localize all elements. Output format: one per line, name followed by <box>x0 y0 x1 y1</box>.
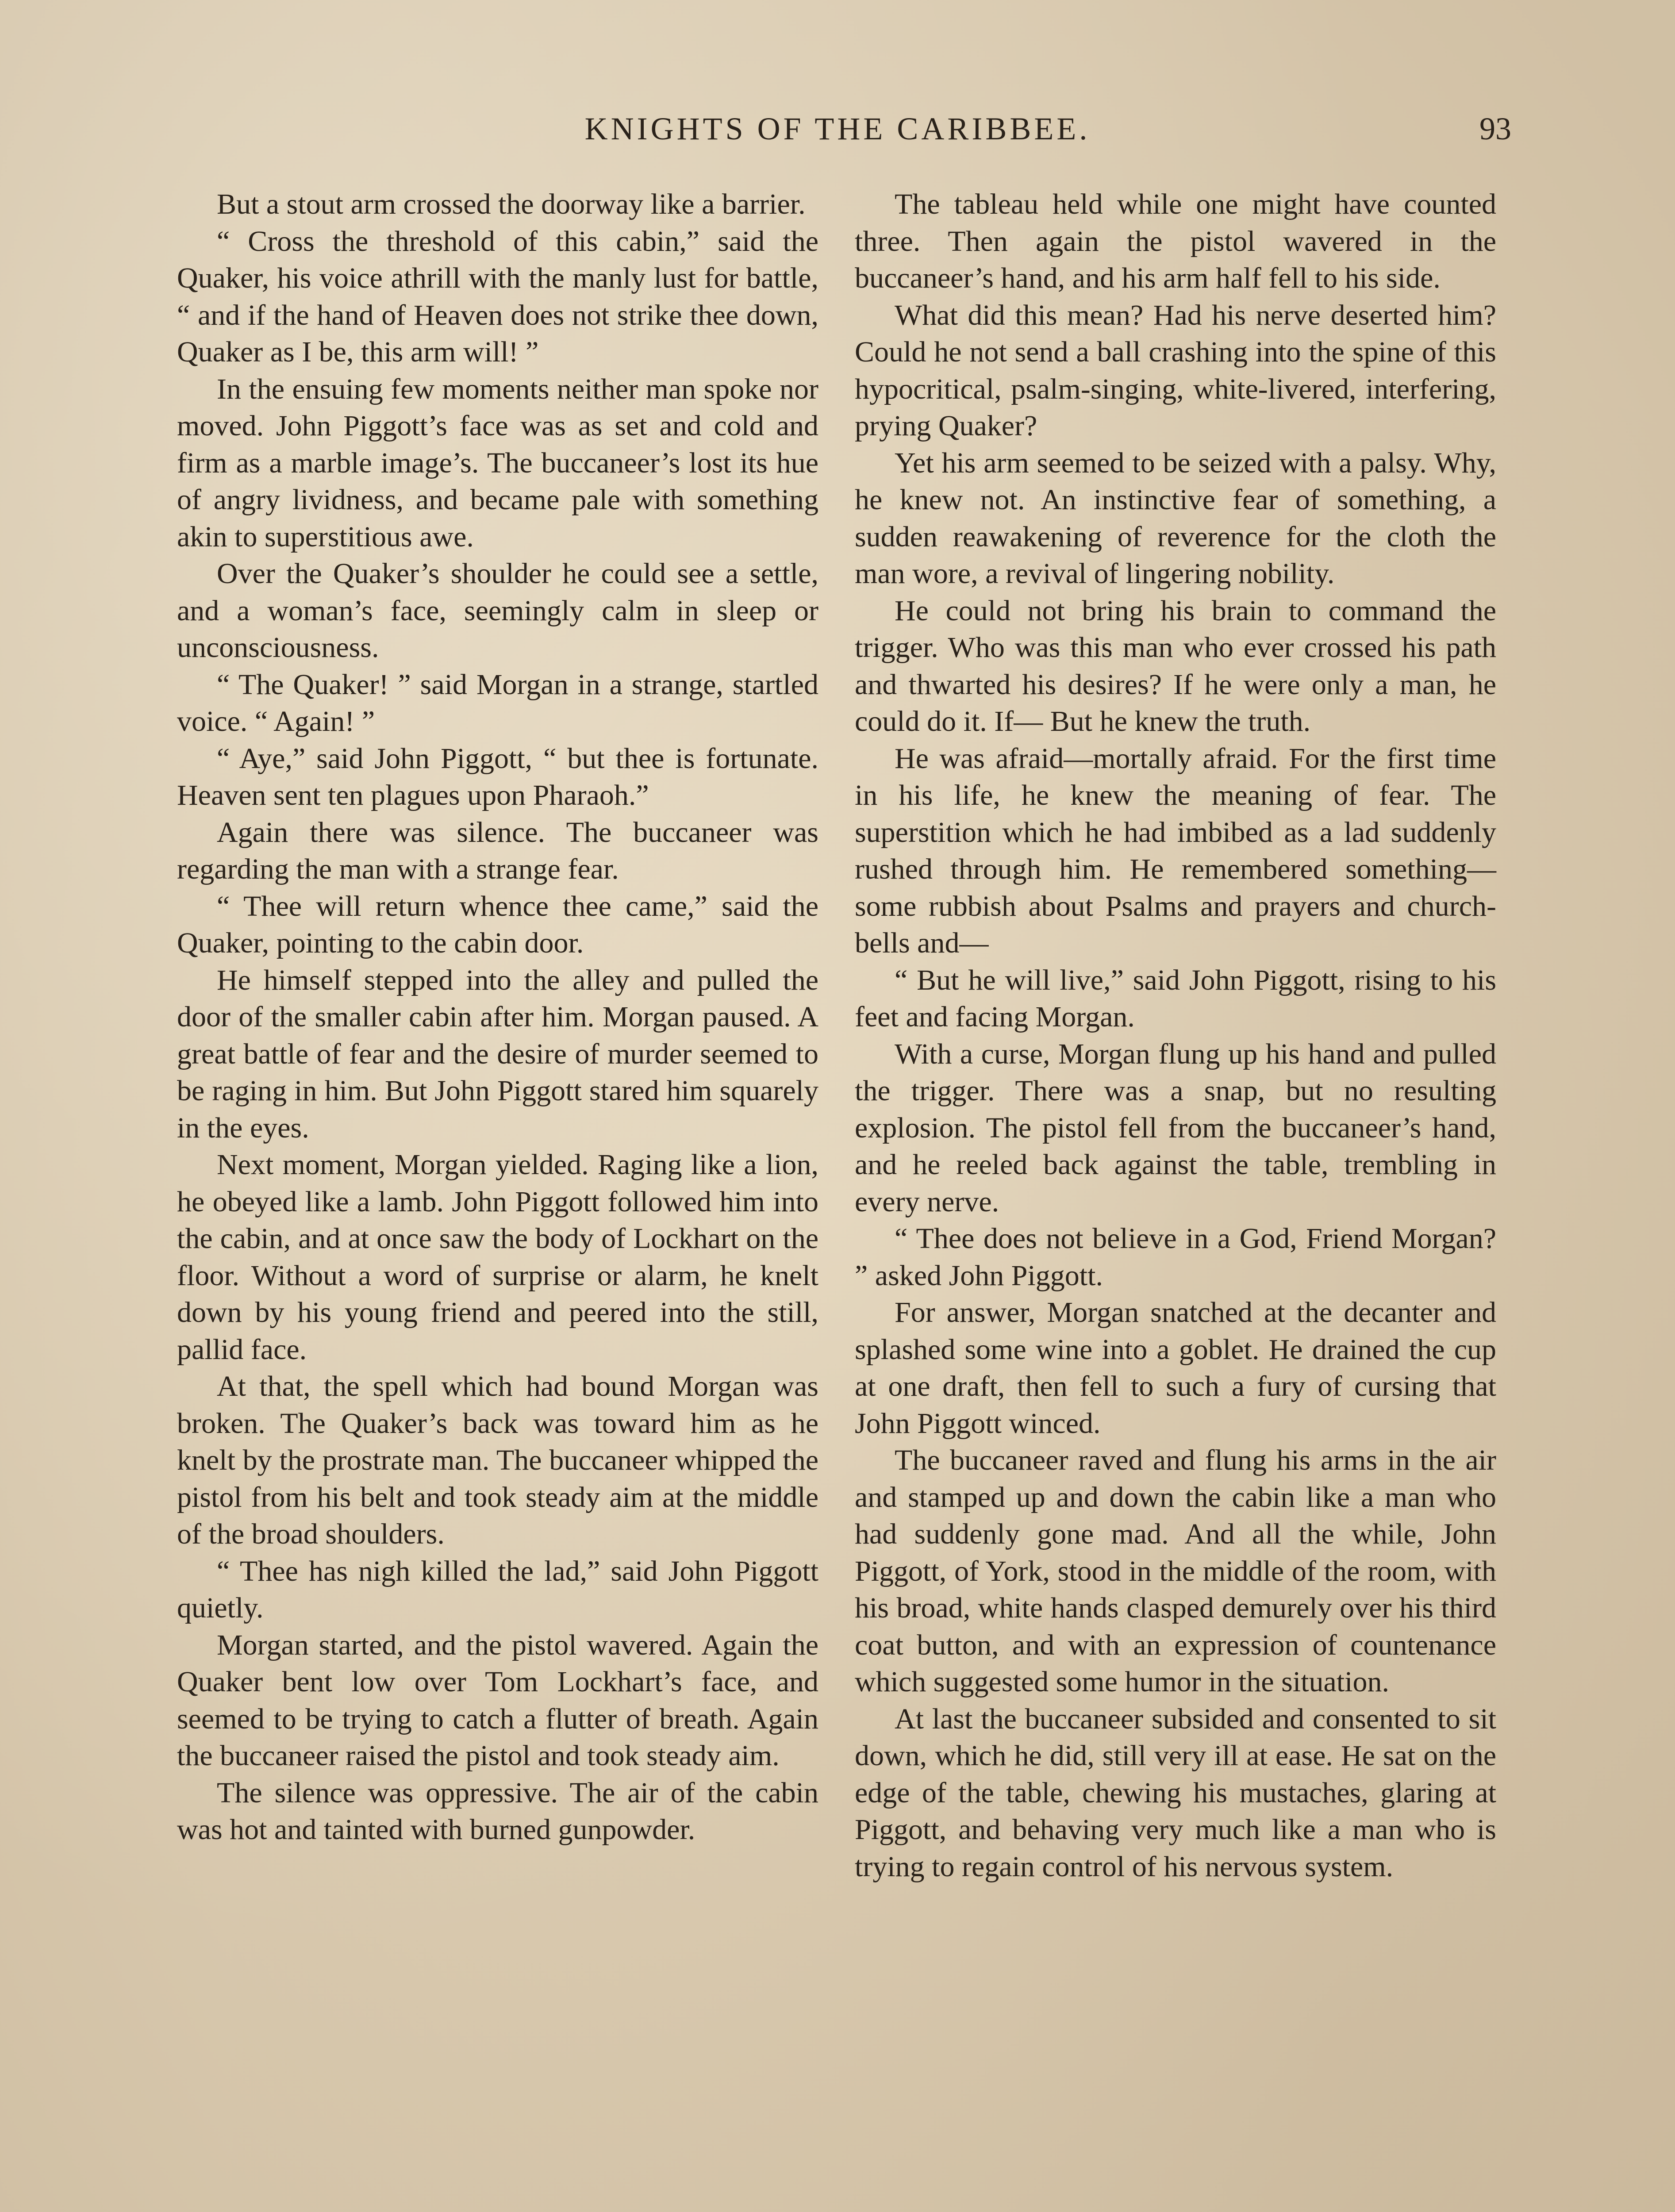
paragraph: Over the Quaker’s shoulder he could see a settle, and a woman’s face, seemingly calm in sleep or unconsciousness. <box>177 557 818 664</box>
left-column <box>177 186 818 1848</box>
paragraph: He was afraid—mortally afraid. For the first time in his life, he knew the meaning of fear. The superstition which he had imbibed as a lad suddenly rushed through him. He remembered something—some rubbish about Psalms and prayers and church-bells and— <box>855 742 1496 959</box>
paragraph: He could not bring his brain to command the trigger. Who was this man who ever crossed his path and thwarted his desires? If he were only a man, he could do it. If— But he knew the truth. <box>855 594 1496 737</box>
paragraph: “ The Quaker! ” said Morgan in a strange, startled voice. “ Again! ” <box>177 668 818 737</box>
paragraph: He himself stepped into the alley and pulled the door of the smaller cabin after him. Morgan paused. A great battle of fear and the desire of murder seemed to be raging in him. But John Piggott stared him squarely in the eyes. <box>177 964 818 1144</box>
running-head: KNIGHTS OF THE CARIBBEE. <box>584 111 1091 146</box>
paragraph: In the ensuing few moments neither man spoke nor moved. John Piggott’s face was as set and cold and firm as a marble image’s. The buccaneer’s lost its hue of angry lividness, and became pale with something akin to superstitious awe. <box>177 373 818 553</box>
paragraph: “ Cross the threshold of this cabin,” said the Quaker, his voice athrill with the manly lust for battle, “ and if the hand of Heaven does not strike thee down, Quaker as I be, this arm will! ” <box>177 225 818 368</box>
paragraph: The tableau held while one might have counted three. Then again the pistol wavered in the buccaneer’s hand, and his arm half fell to his side. <box>855 188 1496 294</box>
paragraph: But a stout arm crossed the doorway like a barrier. <box>217 188 806 220</box>
right-column <box>855 186 1496 1885</box>
paragraph: The silence was oppressive. The air of the cabin was hot and tainted with burned gunpowder. <box>177 1776 818 1846</box>
paragraph: Yet his arm seemed to be seized with a palsy. Why, he knew not. An instinctive fear of something, a sudden reawakening of reverence for the cloth the man wore, a revival of lingering nobility. <box>855 446 1496 590</box>
paragraph: At that, the spell which had bound Morgan was broken. The Quaker’s back was toward him as he knelt by the prostrate man. The buccaneer whipped the pistol from his belt and took steady aim at the middle of the broad shoulders. <box>177 1370 818 1550</box>
paragraph: What did this mean? Had his nerve deserted him? Could he not send a ball crashing into the spine of this hypocritical, psalm-singing, white-livered, interfering, prying Quaker? <box>855 299 1496 442</box>
paragraph: At last the buccaneer subsided and consented to sit down, which he did, still very ill at ease. He sat on the edge of the table, chewing his mustaches, glaring at Piggott, and behaving very much like a man who is trying to regain control of his nervous system. <box>855 1702 1496 1883</box>
paragraph: Next moment, Morgan yielded. Raging like a lion, he obeyed like a lamb. John Piggott followed him into the cabin, and at once saw the body of Lockhart on the floor. Without a word of surprise or alarm, he knelt down by his young friend and peered into the still, pallid face. <box>177 1148 818 1366</box>
page-header <box>168 111 1511 150</box>
paragraph: The buccaneer raved and flung his arms in the air and stamped up and down the cabin like a man who had suddenly gone mad. And all the while, John Piggott, of York, stood in the middle of the room, with his broad, white hands clasped demurely over his third coat button, and with an expression of countenance which suggested some humor in the situation. <box>855 1444 1496 1698</box>
paragraph: “ But he will live,” said John Piggott, rising to his feet and facing Morgan. <box>855 964 1496 1033</box>
paragraph: With a curse, Morgan flung up his hand and pulled the trigger. There was a snap, but no resulting explosion. The pistol fell from the buccaneer’s hand, and he reeled back against the table, trembling in every nerve. <box>855 1037 1496 1218</box>
paragraph: “ Aye,” said John Piggott, “ but thee is fortunate. Heaven sent ten plagues upon Pharaoh.” <box>177 742 818 811</box>
paragraph: Again there was silence. The buccaneer was regarding the man with a strange fear. <box>177 816 818 885</box>
paragraph: “ Thee has nigh killed the lad,” said John Piggott quietly. <box>177 1555 818 1624</box>
paragraph: Morgan started, and the pistol wavered. Again the Quaker bent low over Tom Lockhart’s face, and seemed to be trying to catch a flutter of breath. Again the buccaneer raised the pistol and took steady aim. <box>177 1628 818 1772</box>
paragraph: For answer, Morgan snatched at the decanter and splashed some wine into a goblet. He drained the cup at one draft, then fell to such a fury of cursing that John Piggott winced. <box>855 1296 1496 1440</box>
paragraph: “ Thee does not believe in a God, Friend Morgan? ” asked John Piggott. <box>855 1222 1496 1292</box>
page-number: 93 <box>1479 111 1511 146</box>
paragraph: “ Thee will return whence thee came,” said the Quaker, pointing to the cabin door. <box>177 890 818 959</box>
